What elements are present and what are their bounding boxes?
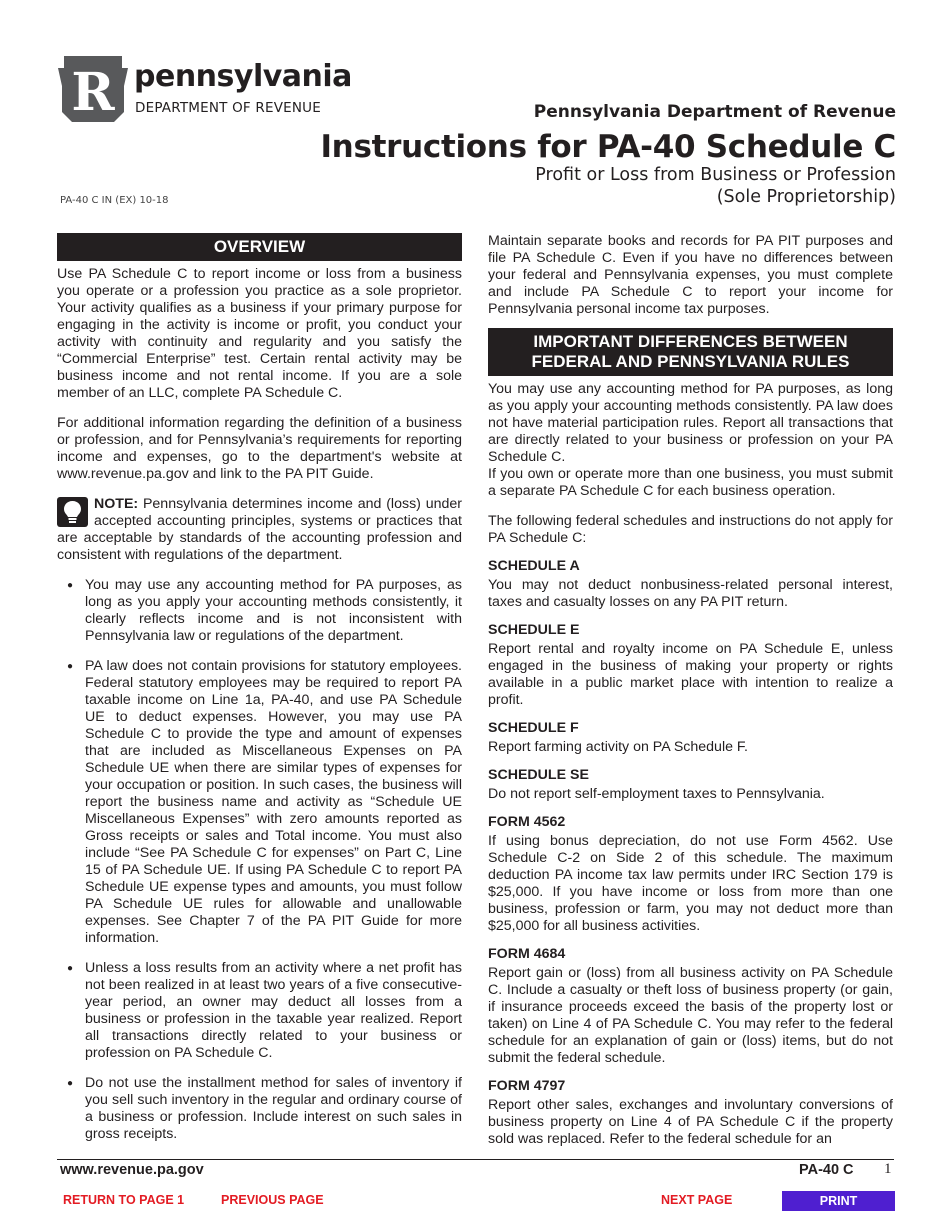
definition-paragraph: For additional information regarding the definition of a business or profession, and for Pennsylvania’s requirements for reporting income and expenses, go to the department's website at www.revenue.pa.gov and link to the PA PIT Guide. [57,415,462,482]
page-number: 1 [884,1161,892,1177]
section-text: If using bonus depreciation, do not use Form 4562. Use Schedule C-2 on Side 2 of this schedule. The maximum deduction PA income tax law permits under IRC Section 179 is $25,000. If you have income or loss from more than one business, profession or farm, you may not deduct more than $25,000 for all business activities. [488,833,893,934]
section-text: You may not deduct nonbusiness-related personal interest, taxes and casualty losses on any PA PIT return. [488,577,893,610]
bullet-list [57,577,462,1143]
important-differences-heading [488,328,893,376]
section-text: Do not report self-employment taxes to Pennsylvania. [488,786,825,802]
print-button[interactable]: PRINT [782,1191,895,1211]
section-text: Report rental and royalty income on PA Schedule E, unless engaged in the business of making your property or rights available in a public market place with intention to realize a profit. [488,641,893,708]
footer-form-id: PA-40 C [799,1162,854,1178]
list-item: ● You may use any accounting method for PA purposes, as long as you apply your accounting methods consistently, it clearly reflects income and is not inconsistent with Pennsylvania law or regulations of the department. [85,577,462,645]
accounting-paragraph: You may use any accounting method for PA purposes, as long as you apply your accounting methods consistently. PA law does not have material participation rules. Report all transactions that are directly related to your business or profession on your PA Schedule C. [488,381,893,465]
logo-letter: R [71,62,115,122]
note-text: Pennsylvania determines income and (loss) under accepted accounting principles, systems or practices that are acceptable by standards of the accounting profession and consistent with regulations of the department. [57,496,462,563]
section-text: Report other sales, exchanges and involuntary conversions of business property on Line 4 of PA Schedule C if the property sold was replaced. Refer to the federal schedule for an [488,1097,893,1147]
form-code: PA-40 C IN (EX) 10-18 [60,195,169,206]
section-text: Report farming activity on PA Schedule F. [488,739,748,755]
list-item: ● Unless a loss results from an activity where a net profit has not been realized in at least two years of a five consecutive-year period, an owner may deduct all losses from a business or profession in the taxable year realized. Report all transactions directly related to your business or profession on PA Schedule C. [85,960,462,1062]
lightbulb-icon [57,497,88,527]
multiple-business-paragraph: If you own or operate more than one business, you must submit a separate PA Schedule C for each business operation. [488,466,893,499]
footer-divider [57,1159,894,1160]
records-paragraph: Maintain separate books and records for PA PIT purposes and file PA Schedule C. Even if you have no differences between your federal and Pennsylvania expenses, you must complete and include PA Schedule C to report your income for Pennsylvania personal income tax purposes. [488,233,893,317]
subtitle-line-1: Profit or Loss from Business or Profession [535,165,896,185]
section-heading: FORM 4684 [488,946,566,962]
department-logo [58,56,352,126]
overview-heading: OVERVIEW [57,233,462,261]
keystone-logo-icon [58,56,128,122]
heading-line-1: IMPORTANT DIFFERENCES BETWEEN [533,332,848,351]
list-item: ● PA law does not contain provisions for statutory employees. Federal statutory employees may be required to report PA taxable income on Line 1a, PA-40, and use PA Schedule UE to deduct expenses. However, you may use PA Schedule C to provide the type and amount of expenses that are included as Miscellaneous Expenses on PA Schedule UE when there are similar types of expenses for your occupation or position. In such cases, the business will report the business name and activity as “Schedule UE Miscellaneous Expenses” with zero amounts reported as Gross receipts or sales and Total income. You must also include “See PA Schedule C for expenses” on Part C, Line 15 of PA Schedule UE. If using PA Schedule C to report PA Schedule UE expense types and amounts, you must follow PA Schedule UE rules for allowable and unallowable expenses. See Chapter 7 of the PA PIT Guide for more information. [85,658,462,947]
logo-department: DEPARTMENT OF REVENUE [135,100,321,116]
agency-name: Pennsylvania Department of Revenue [533,102,896,122]
section-heading: SCHEDULE SE [488,767,589,783]
note-label: NOTE: [94,496,139,512]
right-column [488,233,893,1148]
left-column [57,233,462,1156]
page-title: Instructions for PA-40 Schedule C [320,129,896,165]
following-paragraph: The following federal schedules and instructions do not apply for PA Schedule C: [488,513,893,546]
logo-wordmark: pennsylvania [134,59,352,94]
previous-page-link[interactable]: PREVIOUS PAGE [221,1193,324,1207]
note-paragraph [57,496,462,564]
heading-line-2: FEDERAL AND PENNSYLVANIA RULES [531,352,850,371]
section-text: Report gain or (loss) from all business activity on PA Schedule C. Include a casualty or theft loss of business property (or gain, if insurance proceeds exceed the basis of the property lost or taken) on Line 4 of PA Schedule C. You may refer to the federal schedule for an explanation of gain or (loss) items, but do not submit the federal schedule. [488,965,893,1066]
overview-paragraph: Use PA Schedule C to report income or loss from a business you operate or a profession you practice as a sole proprietor. Your activity qualifies as a business if your primary purpose for engaging in the activity is income or profit, you conduct your activity with continuity and regularity and you satisfy the “Commercial Enterprise” test. Certain rental activity may be business income and not rental income. If you are a sole member of an LLC, complete PA Schedule C. [57,266,462,401]
footer-website: www.revenue.pa.gov [60,1162,204,1178]
section-heading: FORM 4562 [488,814,566,830]
subtitle-line-2: (Sole Proprietorship) [716,187,896,207]
section-heading: SCHEDULE A [488,558,580,574]
section-heading: SCHEDULE E [488,622,580,638]
section-heading: FORM 4797 [488,1078,566,1094]
section-heading: SCHEDULE F [488,720,579,736]
return-to-page-1-link[interactable]: RETURN TO PAGE 1 [63,1193,185,1207]
list-item: ● Do not use the installment method for sales of inventory if you sell such inventory in the regular and ordinary course of a business or profession. Include interest on such sales in gross receipts. [85,1075,462,1143]
next-page-link[interactable]: NEXT PAGE [661,1193,733,1207]
page-subtitle [535,164,896,208]
